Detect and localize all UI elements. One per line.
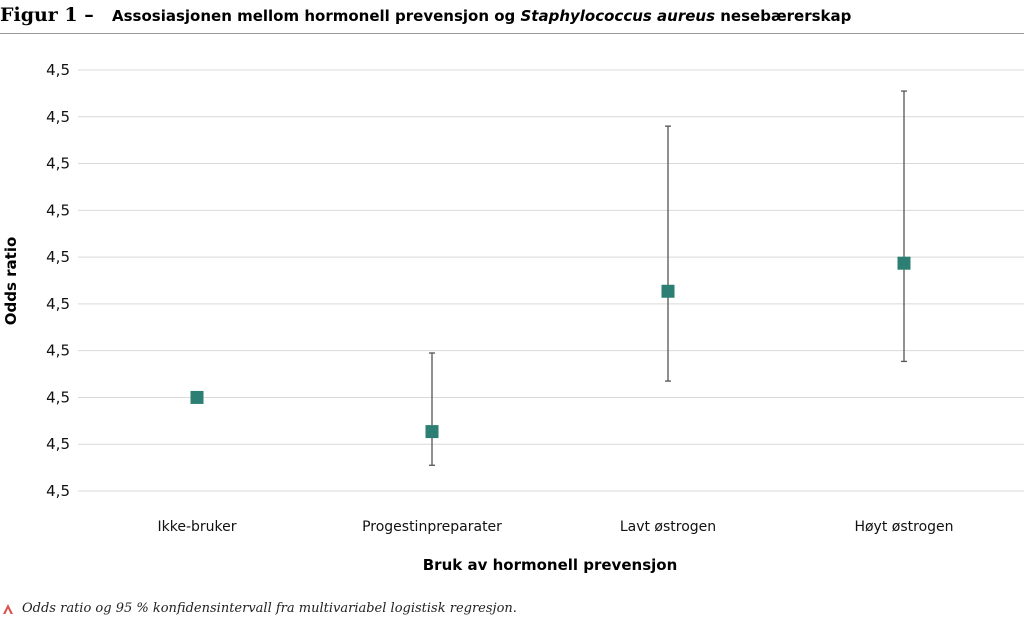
y-tick-label: 4,5 [46,388,70,407]
figure-title-species: Staphylococcus aureus [520,7,716,25]
figure-title-part2: nesebærerskap [715,7,852,25]
y-tick-label: 4,5 [46,154,70,173]
data-point-marker [898,257,911,270]
grid-lines [78,70,1024,491]
footnote [0,600,1024,620]
x-category-label: Progestinpreparater [362,519,502,535]
y-axis-title: Odds ratio [2,236,20,326]
y-tick-labels [46,61,70,500]
figure-number: Figur 1 [0,4,78,26]
data-point-marker [662,285,675,298]
footnote-text: Odds ratio og 95 % konfidensintervall fra multivariabel logistisk regresjon. [22,601,517,616]
data-point-marker [426,425,439,438]
x-category-label: Ikke-bruker [157,519,237,535]
y-tick-label: 4,5 [46,341,70,360]
y-tick-label: 4,5 [46,294,70,313]
data-points [191,257,911,438]
y-tick-label: 4,5 [46,107,70,126]
figure-separator: – [84,4,94,26]
y-tick-label: 4,5 [46,201,70,220]
figure-title-part1: Assosiasjonen mellom hormonell prevensjon og [112,7,521,25]
data-point-marker [191,391,204,404]
y-tick-label: 4,5 [46,248,70,267]
x-category-label: Lavt østrogen [619,519,717,535]
y-tick-label: 4,5 [46,435,70,454]
odds-ratio-chart [0,34,1024,596]
triangle-marker-icon [2,603,14,615]
figure-header [0,4,1024,34]
y-tick-label: 4,5 [46,482,70,500]
y-tick-label: 4,5 [46,61,70,79]
x-axis-title: Bruk av hormonell prevensjon [422,556,678,574]
x-category-label: Høyt østrogen [854,519,954,535]
figure-title [112,7,851,25]
error-bars [429,91,907,465]
x-category-labels [157,519,953,535]
figure-label [0,4,94,26]
